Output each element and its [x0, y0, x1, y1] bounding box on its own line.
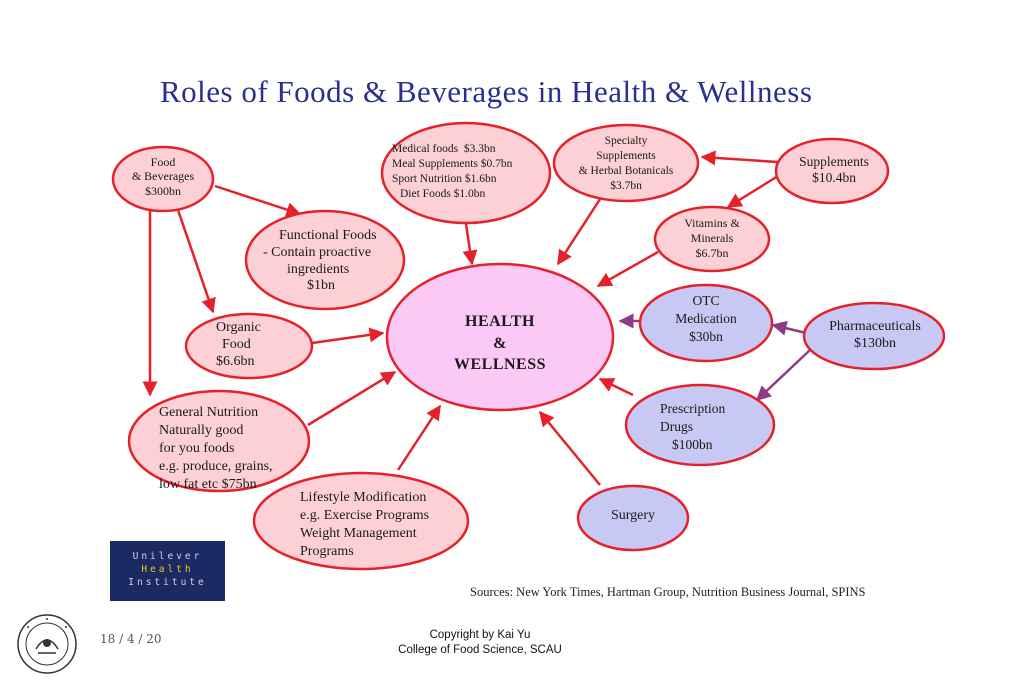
arrow-supplements-to-vitamins — [728, 176, 778, 207]
arrow-organic-to-center — [312, 333, 383, 343]
label-medical-foods: Medical foods $3.3bn Meal Supplements $0.7bn Sport Nutrition $1.6bn Diet Foods $1.0bn — [392, 143, 513, 200]
arrow-vitamins-to-center — [598, 252, 658, 286]
label-prescription: Prescription Drugs $100bn — [660, 401, 726, 452]
label-vitamins: Vitamins & Minerals $6.7bn — [684, 216, 740, 260]
label-organic-food: Organic Food $6.6bn — [216, 320, 261, 369]
label-surgery: Surgery — [610, 508, 656, 523]
label-supplements: Supplements $10.4bn — [799, 154, 869, 186]
label-pharmaceuticals: Pharmaceuticals $130bn — [829, 319, 921, 351]
label-otc: OTC Medication $30bn — [675, 293, 737, 344]
arrow-food-to-organic — [178, 210, 213, 312]
unilever-health-institute-logo: Unilever Health Institute — [110, 541, 225, 601]
label-food-beverages: Food & Beverages $300bn — [131, 155, 195, 198]
label-specialty: Specialty Supplements & Herbal Botanicals $3.7bn — [578, 135, 674, 192]
copyright-footer: Copyright by Kai Yu College of Food Science, SCAU — [398, 629, 562, 656]
arrow-general-to-center — [308, 372, 395, 425]
label-health-wellness: HEALTH & WELLNESS — [453, 313, 547, 374]
arrow-pharma-to-otc — [773, 325, 806, 333]
slide-date: 18 / 4 / 20 — [100, 632, 162, 646]
arrow-specialty-to-center — [558, 196, 602, 264]
label-general-nutrition: General Nutrition Naturally good for you foods e.g. produce, grains, low fat etc $75bn — [159, 405, 273, 492]
university-seal-icon — [16, 613, 78, 675]
arrow-pharma-to-prescription — [757, 350, 810, 400]
label-lifestyle: Lifestyle Modification e.g. Exercise Programs Weight Management Programs — [300, 490, 430, 559]
sources-note: Sources: New York Times, Hartman Group, Nutrition Business Journal, SPINS — [470, 585, 866, 599]
arrow-food-to-functional — [215, 186, 300, 214]
arrow-surgery-to-center — [540, 412, 600, 485]
slide-title: Roles of Foods & Beverages in Health & Wellness — [160, 74, 813, 109]
label-functional-foods: Functional Foods - Contain proactive ingredients $1bn — [263, 228, 377, 294]
arrow-lifestyle-to-center — [398, 406, 440, 470]
arrow-supplements-to-specialty — [702, 157, 778, 162]
arrow-medical-to-center — [466, 224, 472, 264]
arrow-prescription-to-center — [600, 379, 633, 395]
